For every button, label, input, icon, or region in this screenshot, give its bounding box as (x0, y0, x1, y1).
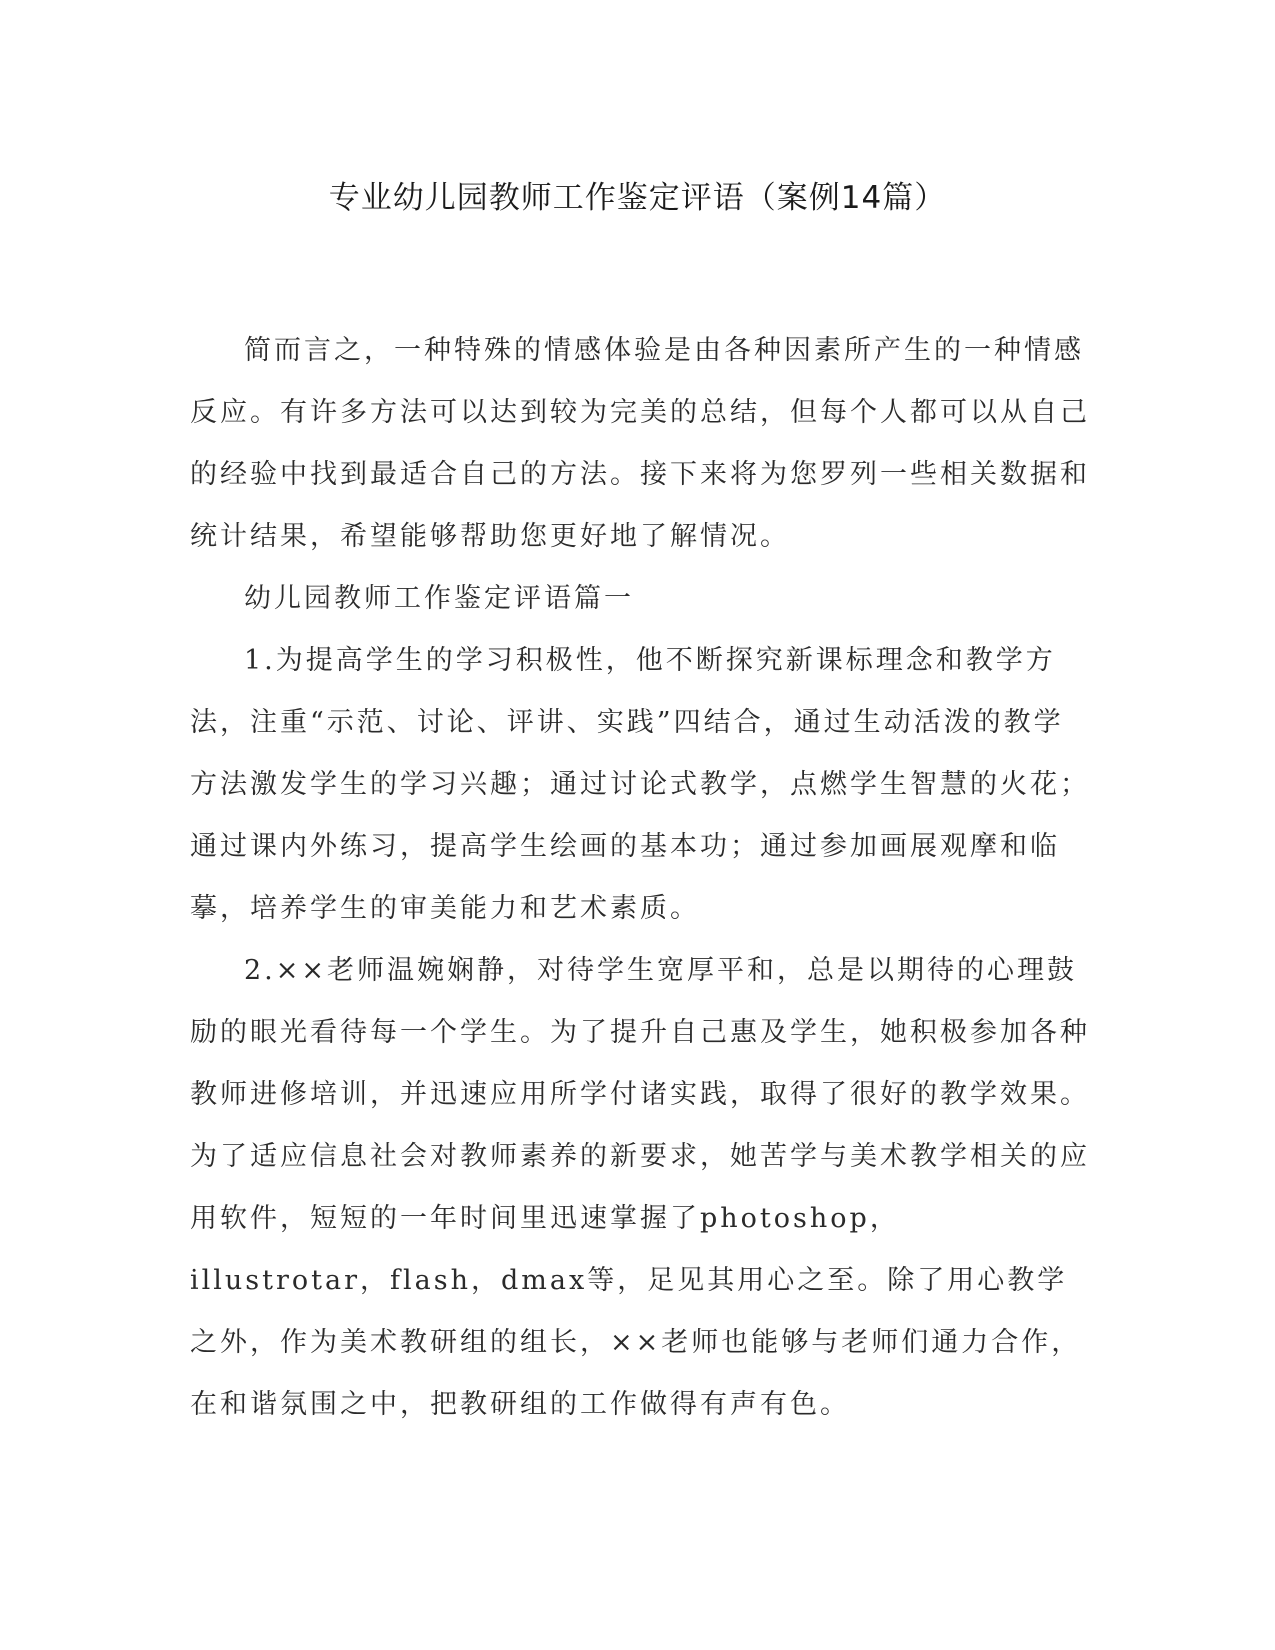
comment-paragraph-2: 2.××老师温婉娴静，对待学生宽厚平和，总是以期待的心理鼓励的眼光看待每一个学生。为了提升自己惠及学生，她积极参加各种教师进修培训，并迅速应用所学付诸实践，取得了很好的教学效果。为了适应信息社会对教师素养的新要求，她苦学与美术教学相关的应用软件，短短的一年时间里迅速掌握了photoshop，illustrotar，flash，dmax等，足见其用心之至。除了用心教学之外，作为美术教研组的组长，××老师也能够与老师们通力合作，在和谐氛围之中，把教研组的工作做得有声有色。 (190, 955, 1090, 1420)
intro-paragraph: 简而言之，一种特殊的情感体验是由各种因素所产生的一种情感反应。有许多方法可以达到较为完美的总结，但每个人都可以从自己的经验中找到最适合自己的方法。接下来将为您罗列一些相关数据和统计结果，希望能够帮助您更好地了解情况。 (190, 335, 1090, 552)
comment-paragraph-1: 1.为提高学生的学习积极性，他不断探究新课标理念和教学方法，注重“示范、讨论、评讲、实践”四结合，通过生动活泼的教学方法激发学生的学习兴趣；通过讨论式教学，点燃学生智慧的火花；通过课内外练习，提高学生绘画的基本功；通过参加画展观摩和临摹，培养学生的审美能力和艺术素质。 (190, 645, 1090, 924)
document-title: 专业幼儿园教师工作鉴定评语（案例14篇） (328, 180, 947, 216)
section-heading: 幼儿园教师工作鉴定评语篇一 (244, 583, 634, 614)
document-body (190, 320, 1090, 1436)
